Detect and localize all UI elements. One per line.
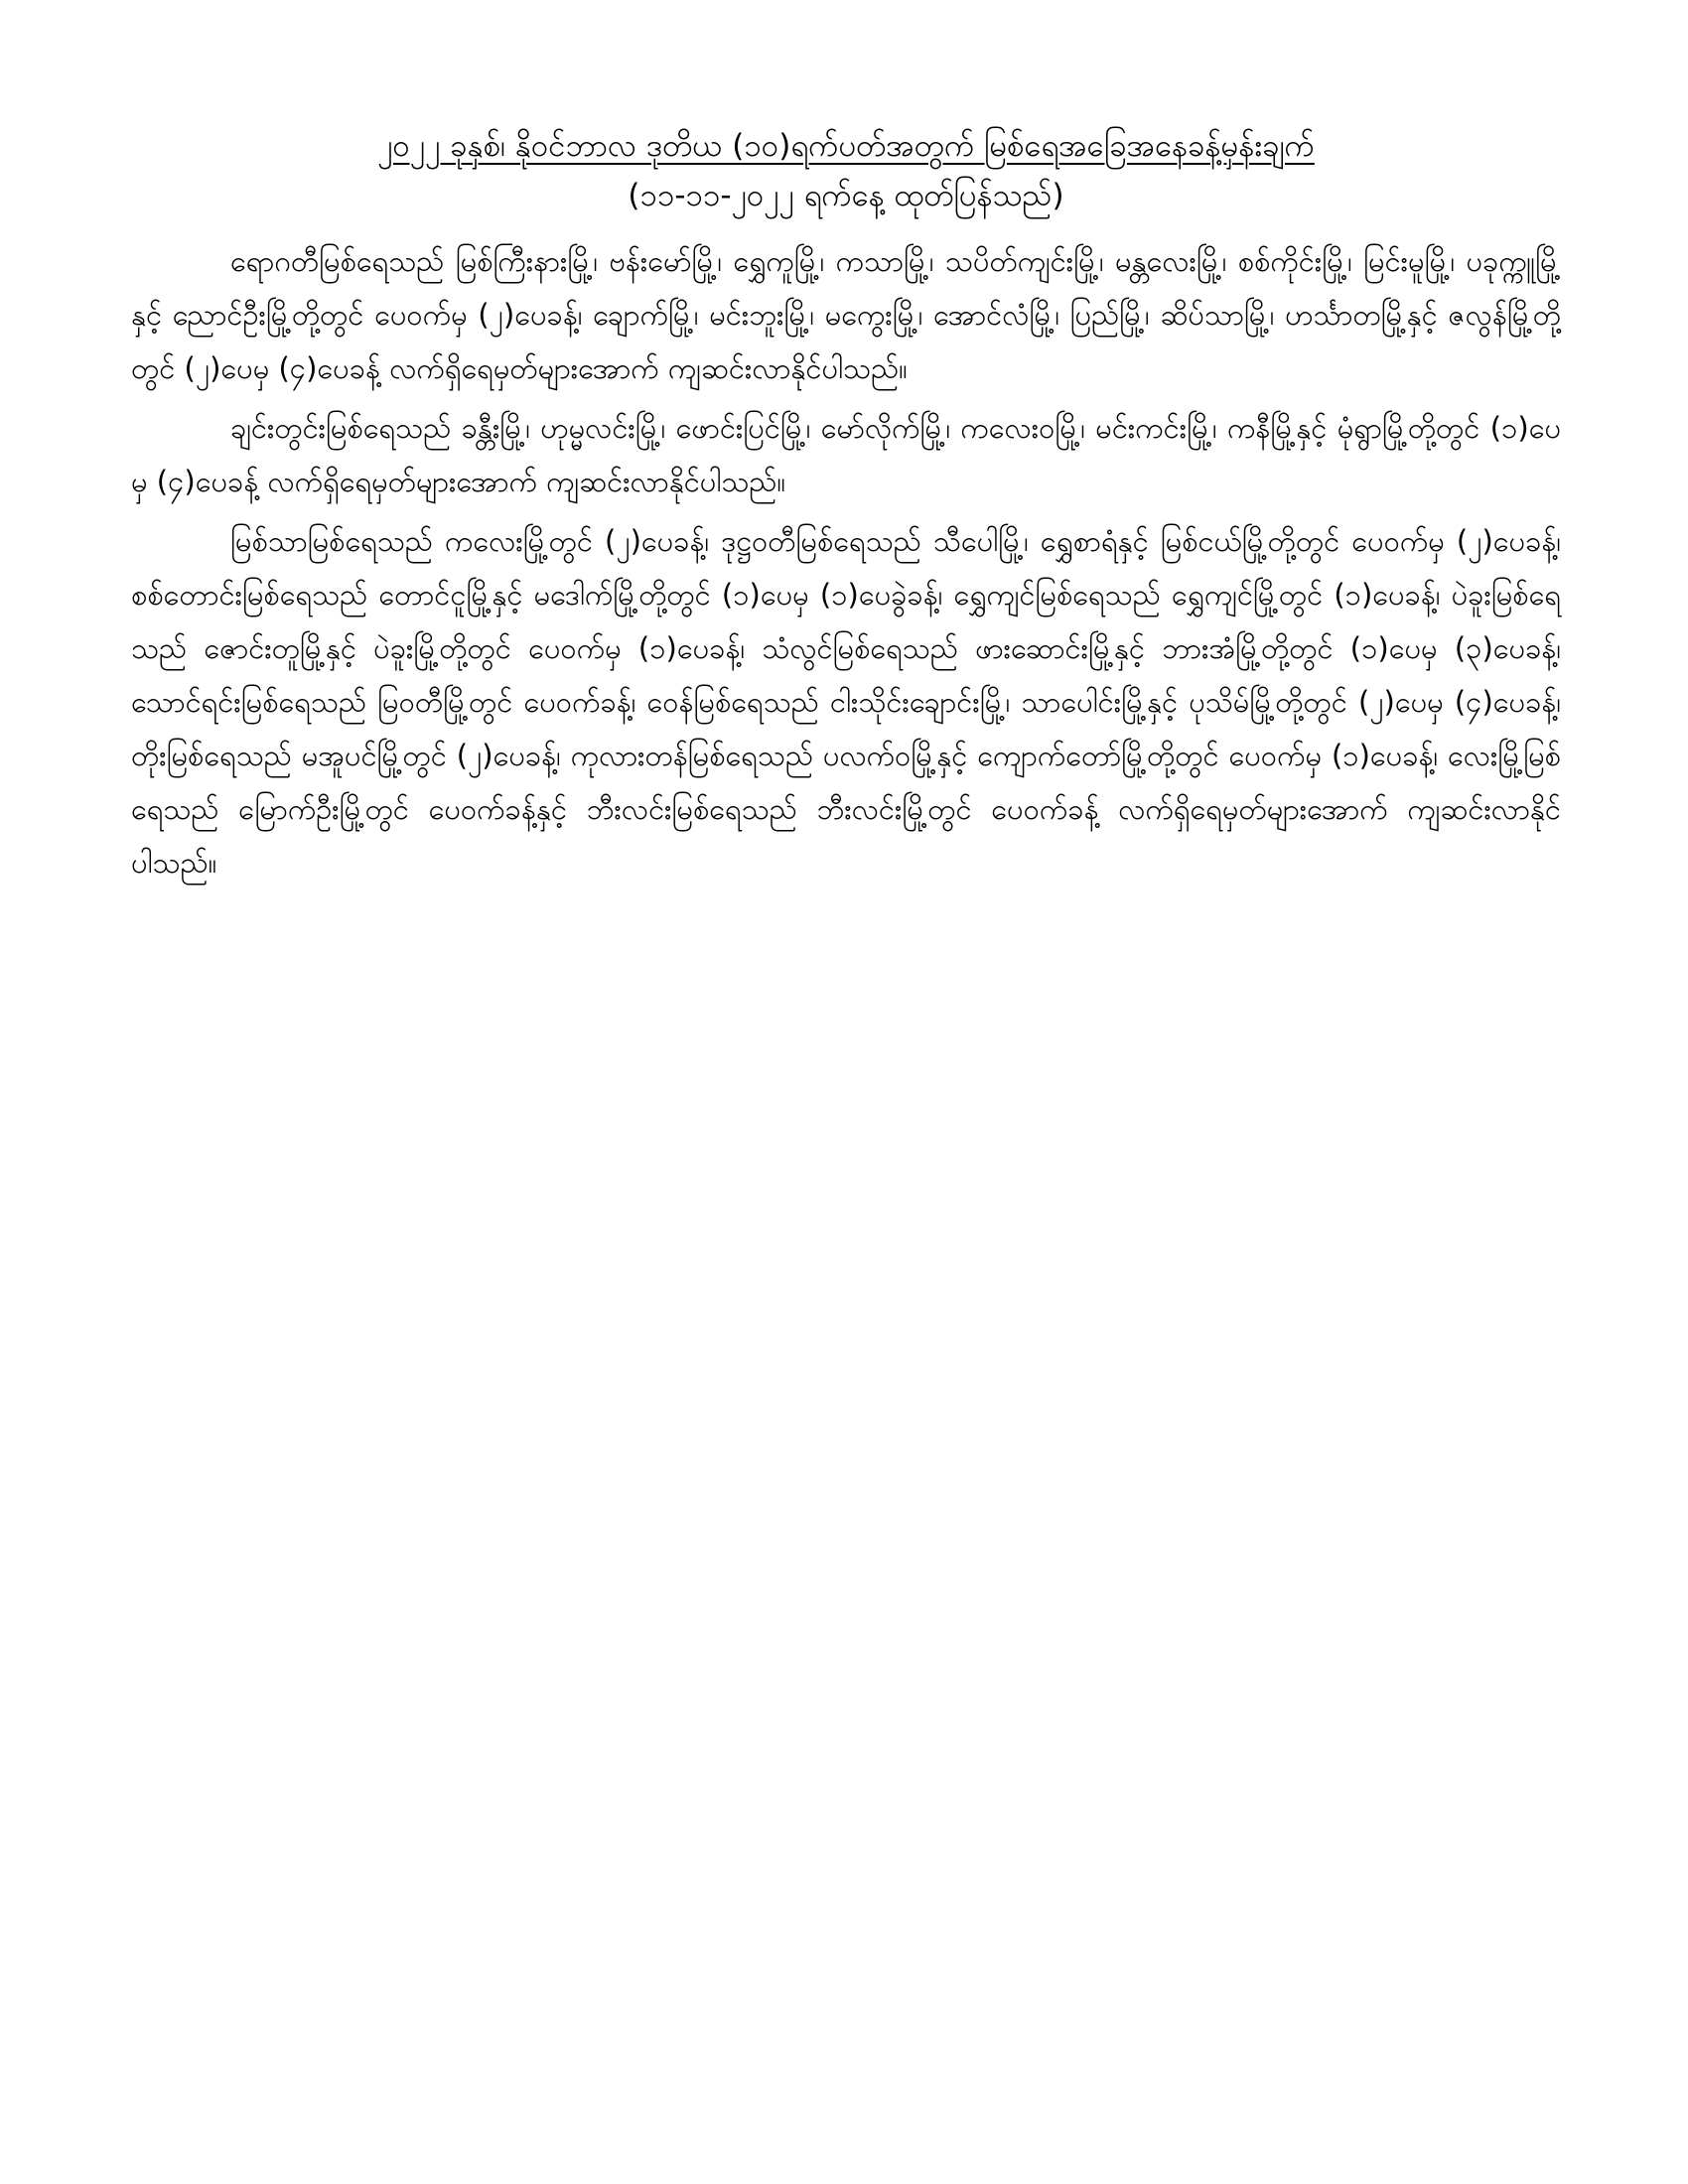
document-title: ၂၀၂၂ ခုနှစ်၊ နိုဝင်ဘာလ ဒုတိယ (၁၀)ရက်ပတ်အတွက် မြစ်ရေအခြေအနေခန့်မှန်းချက် <box>377 128 1315 164</box>
paragraph-other-rivers: မြစ်သာမြစ်ရေသည် ကလေးမြို့တွင် (၂)ပေခန့်၊ ဒုဋ္ဌဝတီမြစ်ရေသည် သီပေါမြို့၊ ရွှေစာရံနှင့် မြစ်ငယ်မြို့တို့တွင် ပေ၀က်မှ (၂)ပေခန့်၊ စစ်တောင်းမြစ်ရေသည် တောင်ငူမြို့နှင့် မဒေါက်မြို့တို့တွင် (၁)ပေမှ (၁)ပေခွဲခန့်၊ ရွှေကျင်မြစ်ရေသည် ရွှေကျင်မြို့တွင် (၁)ပေခန့်၊ ပဲခူးမြစ်ရေသည် ဇောင်းတူမြို့နှင့် ပဲခူးမြို့တို့တွင် ပေ၀က်မှ (၁)ပေခန့်၊ သံလွင်မြစ်ရေသည် ဖားဆောင်းမြို့နှင့် ဘားအံမြို့တို့တွင် (၁)ပေမှ (၃)ပေခန့်၊ သောင်ရင်းမြစ်ရေသည် မြဝတီမြို့တွင် ပေ၀က်ခန့်၊ ဝေန်မြစ်ရေသည် ငါးသိုင်းချောင်းမြို့၊ သာပေါင်းမြို့နှင့် ပုသိမ်မြို့တို့တွင် (၂)ပေမှ (၄)ပေခန့်၊ တိုးမြစ်ရေသည် မအူပင်မြို့တွင် (၂)ပေခန့်၊ ကုလားတန်မြစ်ရေသည် ပလက်ဝမြို့နှင့် ကျောက်တော်မြို့တို့တွင် ပေ၀က်မှ (၁)ပေခန့်၊ လေးမြို့မြစ်ရေသည် မြောက်ဦးမြို့တွင် ပေ၀က်ခန့်နှင့် ဘီးလင်းမြစ်ရေသည် ဘီးလင်းမြို့တွင် ပေ၀က်ခန့် လက်ရှိရေမှတ်များအောက် ကျဆင်းလာနိုင်ပါသည်။ <box>131 524 1561 880</box>
document-subtitle: (၁၁-၁၁-၂၀၂၂ ရက်နေ့ ထုတ်ပြန်သည်) <box>628 178 1064 213</box>
paragraph-chindwin: ချင်းတွင်းမြစ်ရေသည် ခန္တီးမြို့၊ ဟုမ္မလင်းမြို့၊ ဖောင်းပြင်မြို့၊ မော်လိုက်မြို့၊ ကလေးဝမြို့၊ မင်းကင်းမြို့၊ ကနီမြို့နှင့် မုံရွာမြို့တို့တွင် (၁)ပေမှ (၄)ပေခန့် လက်ရှိရေမှတ်များအောက် ကျဆင်းလာနိုင်ပါသည်။ <box>131 411 1561 498</box>
paragraph-ayeyarwady: ရောဂတီမြစ်ရေသည် မြစ်ကြီးနားမြို့၊ ဗန်းမော်မြို့၊ ရွှေကူမြို့၊ ကသာမြို့၊ သပိတ်ကျင်းမြို့၊ မန္တလေးမြို့၊ စစ်ကိုင်းမြို့၊ မြင်းမူမြို့၊ ပခုက္ကူမြို့နှင့် ညောင်ဦးမြို့တို့တွင် ပေ၀က်မှ (၂)ပေခန့်၊ ချောက်မြို့၊ မင်းဘူးမြို့၊ မကွေးမြို့၊ အောင်လံမြို့၊ ပြည်မြို့၊ ဆိပ်သာမြို့၊ ဟင်္သာတမြို့နှင့် ဇလွန်မြို့တို့တွင် (၂)ပေမှ (၄)ပေခန့် လက်ရှိရေမှတ်များအောက် ကျဆင်းလာနိုင်ပါသည်။ <box>131 244 1561 385</box>
document-heading <box>131 121 1561 220</box>
